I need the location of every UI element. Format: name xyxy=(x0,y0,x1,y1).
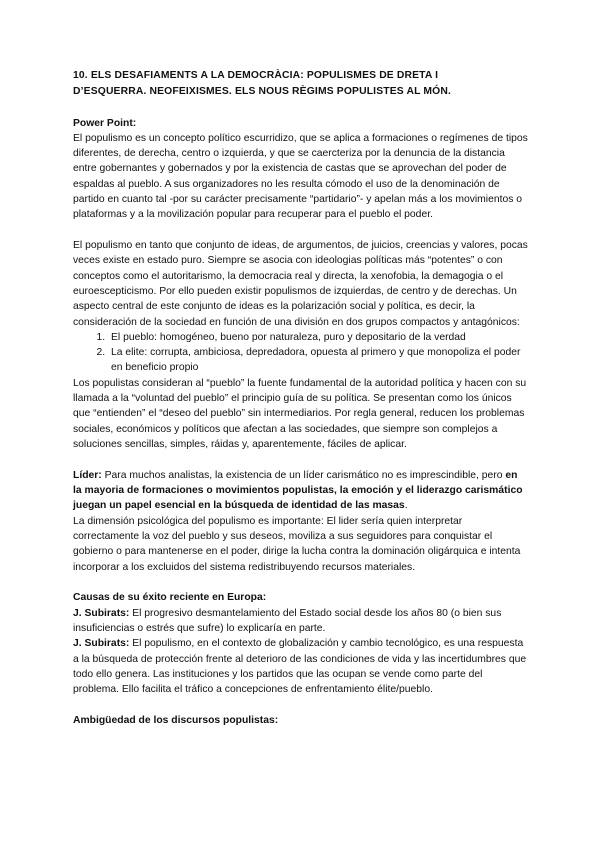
document-page xyxy=(73,68,528,728)
powerpoint-heading: Power Point: xyxy=(73,117,137,129)
lider-bold-text: en la mayoria de formaciones o movimientos populistas, la emoción y el liderazgo carismático juegan un papel esencial en la búsqueda de identidad de las masas xyxy=(73,469,523,512)
title-line-1: 10. ELS DESAFIAMENTS A LA DEMOCRÀCIA: POPULISMES DE DRETA I xyxy=(73,70,439,81)
powerpoint-paragraph-2: El populismo en tanto que conjunto de ideas, de argumentos, de juicios, creencias y valores, pocas veces existe en estado puro. Siempre se asocia con ideologias políticas más “potentes” o con conceptos como el autoritarismo, la democracia real y directa, la xenofobia, la demagogia o el euroescepticismo. Por ello pueden existir populismos de izquierdas, de centro y de derechas. Un aspecto central de este conjunto de ideas es la polarización social y política, es decir, la consideración de la sociedad en función de una división en dos grupos compactos y antagónicos: xyxy=(73,240,528,328)
lider-text-end: . xyxy=(404,500,408,512)
causas-item xyxy=(73,636,528,697)
lider-paragraph xyxy=(73,468,528,514)
causas-text: El populismo, en el contexto de globalización y cambio tecnológico, es una respuesta a la búsqueda de protección frente al deterioro de las condiciones de vida y las incertidumbres que todo ello genera. Las instituciones y los partidos que las ocupan se vende como parte del problema. Ello facilita el tráfico a concepciones de enfrentamiento élite/pueblo. xyxy=(73,638,527,696)
lider-label: Líder: xyxy=(73,469,102,481)
causas-author: J. Subirats: xyxy=(73,607,130,619)
groups-list xyxy=(73,330,528,376)
title-line-2: D’ESQUERRA. NEOFEIXISMES. ELS NOUS RÈGIMS POPULISTES AL MÓN. xyxy=(73,86,451,97)
document-title xyxy=(73,68,528,100)
powerpoint-paragraph-1: El populismo es un concepto político escurridizo, que se aplica a formaciones o regímenes de tipos diferentes, de derecha, centro o izquierda, y que se caercteriza por la denuncia de la distancia entre gobernantes y gobernados y por la existencia de castas que se aprovechan del poder de espaldas al pueblo. A sus organizadores no les resulta cómodo el uso de la denominación de partido en cuanto tal -por su carácter precisamente “partidario”- y apelan más a los movimientos o plataformas y a la movilización popular para recuperar para el pueblo el poder. xyxy=(73,132,528,221)
lider-text: Para muchos analistas, la existencia de un líder carismático no es imprescindible, pero xyxy=(101,469,506,481)
causas-text: El progresivo desmantelamiento del Estado social desde los años 80 (o bien sus insuficiencias o estrés que sufre) lo explicaría en parte. xyxy=(73,607,502,634)
causas-item xyxy=(73,606,528,637)
powerpoint-paragraph-3: Los populistas consideran al “pueblo” la fuente fundamental de la autoridad política y hacen con su llamada a la “voluntad del pueblo” el principio guía de su política. Se presentan como los únicos que “entienden” el “deseo del pueblo” sin intermediarios. Por regla general, reducen los problemas sociales, económicos y políticos que afectan a las sociedades, que siempre son complejos a soluciones sencillas, simples, ráidas y, aparentemente, fáciles de aplicar. xyxy=(73,377,527,450)
lider-paragraph-2: La dimensión psicológica del populismo es importante: El lider sería quien interpretar correctamente la voz del pueblo y sus deseos, moviliza a sus seguidores para conquistar el gobierno o para mantenerse en el poder, dirige la lucha contra la dominación oligárquica e intenta incorporar a los excluidos del sistema redistribuyendo recursos materiales. xyxy=(73,515,521,573)
ambiguedad-heading: Ambigüedad de los discursos populistas: xyxy=(73,714,279,726)
causas-author: J. Subirats: xyxy=(73,638,130,650)
list-item: 1. El pueblo: homogéneo, bueno por naturaleza, puro y depositario de la verdad xyxy=(108,330,528,345)
causas-heading: Causas de su éxito reciente en Europa: xyxy=(73,592,267,604)
list-item: 2. La elite: corrupta, ambiciosa, depredadora, opuesta al primero y que monopoliza el poder en beneficio propio xyxy=(108,345,528,376)
